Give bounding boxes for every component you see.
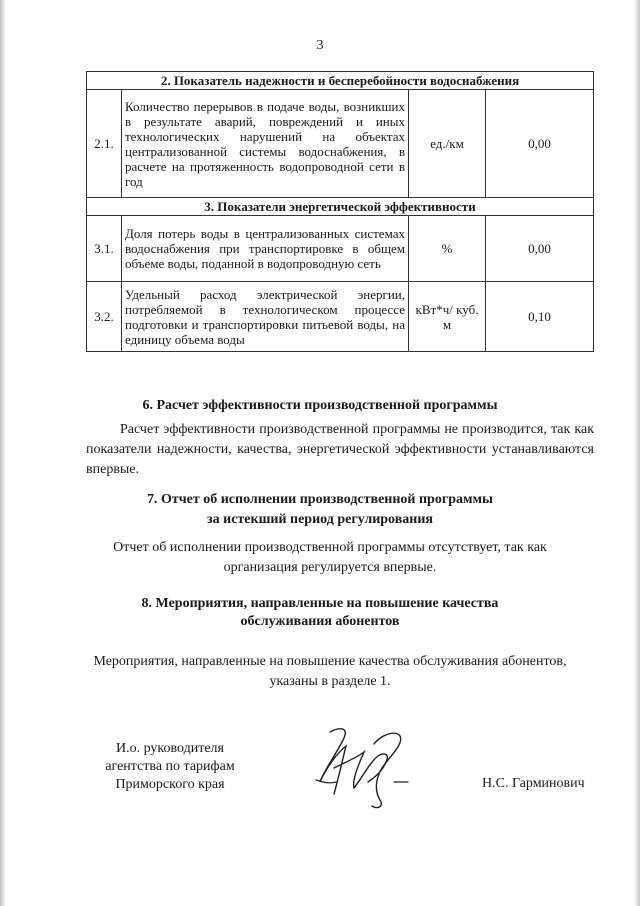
signatory-title-line2: агентства по тарифам — [105, 759, 235, 774]
row-description: Доля потерь воды в централизованных системах водоснабжения при транспортировке в общем объеме воды, поданной в водопроводную сеть — [122, 216, 409, 282]
row-value: 0,10 — [486, 282, 594, 352]
signer-name: Н.С. Гарминович — [482, 776, 585, 791]
section-8-text-line2: указаны в разделе 1. — [269, 674, 391, 689]
row-description: Удельный расход электрической энергии, потребляемой в технологическом процессе подготовки и транспортировки питьевой воды, на единицу объема воды — [122, 282, 409, 352]
row-unit: % — [409, 216, 486, 282]
signatory-title-line3: Приморского края — [115, 777, 225, 792]
row-description: Количество перерывов в подаче воды, возникших в результате аварий, повреждений и иных технологических нарушений на объектах централизованной системы водоснабжения, в расчете на протяженность водопроводной сети в год — [122, 90, 409, 198]
row-unit: ед./км — [409, 90, 486, 198]
section-3-title: 3. Показатели энергетической эффективности — [87, 198, 594, 216]
section-7-text-line1: Отчет об исполнении производственной программы отсутствует, так как — [113, 540, 547, 555]
section-3-header-row — [87, 198, 594, 216]
row-number: 2.1. — [87, 90, 122, 198]
row-number: 3.2. — [87, 282, 122, 352]
table-row — [87, 90, 594, 198]
scan-edge-left — [0, 0, 6, 906]
signatory-title-line1: И.о. руководителя — [115, 741, 224, 756]
scan-edge-right — [634, 0, 640, 906]
section-6-text: Расчет эффективности производственной программы не производится, так как показатели надежности, качества, энергетической эффективности устанавливаются впервые. — [86, 422, 594, 477]
section-7-text-line2: организация регулируется впервые. — [223, 560, 437, 575]
section-7-heading-line1: 7. Отчет об исполнении производственной программы — [146, 492, 493, 507]
indicators-table — [86, 71, 594, 352]
row-number: 3.1. — [87, 216, 122, 282]
section-2-header-row — [87, 72, 594, 90]
section-8-heading-line1: 8. Мероприятия, направленные на повышение качества — [141, 596, 499, 611]
signatory-title — [90, 740, 250, 794]
row-value: 0,00 — [486, 216, 594, 282]
section-8-heading-line2: обслуживания абонентов — [240, 614, 400, 629]
table-row — [87, 216, 594, 282]
row-unit: кВт*ч/ куб. м — [409, 282, 486, 352]
section-7-heading-line2: за истекший период регулирования — [207, 512, 433, 527]
row-value: 0,00 — [486, 90, 594, 198]
table-row — [87, 282, 594, 352]
handwritten-signature — [312, 722, 422, 812]
section-2-title: 2. Показатель надежности и бесперебойности водоснабжения — [87, 72, 594, 90]
page-number: 3 — [316, 38, 324, 53]
section-6-heading: 6. Расчет эффективности производственной программы — [142, 398, 498, 413]
section-8-text-line1: Мероприятия, направленные на повышение качества обслуживания абонентов, — [93, 654, 567, 669]
